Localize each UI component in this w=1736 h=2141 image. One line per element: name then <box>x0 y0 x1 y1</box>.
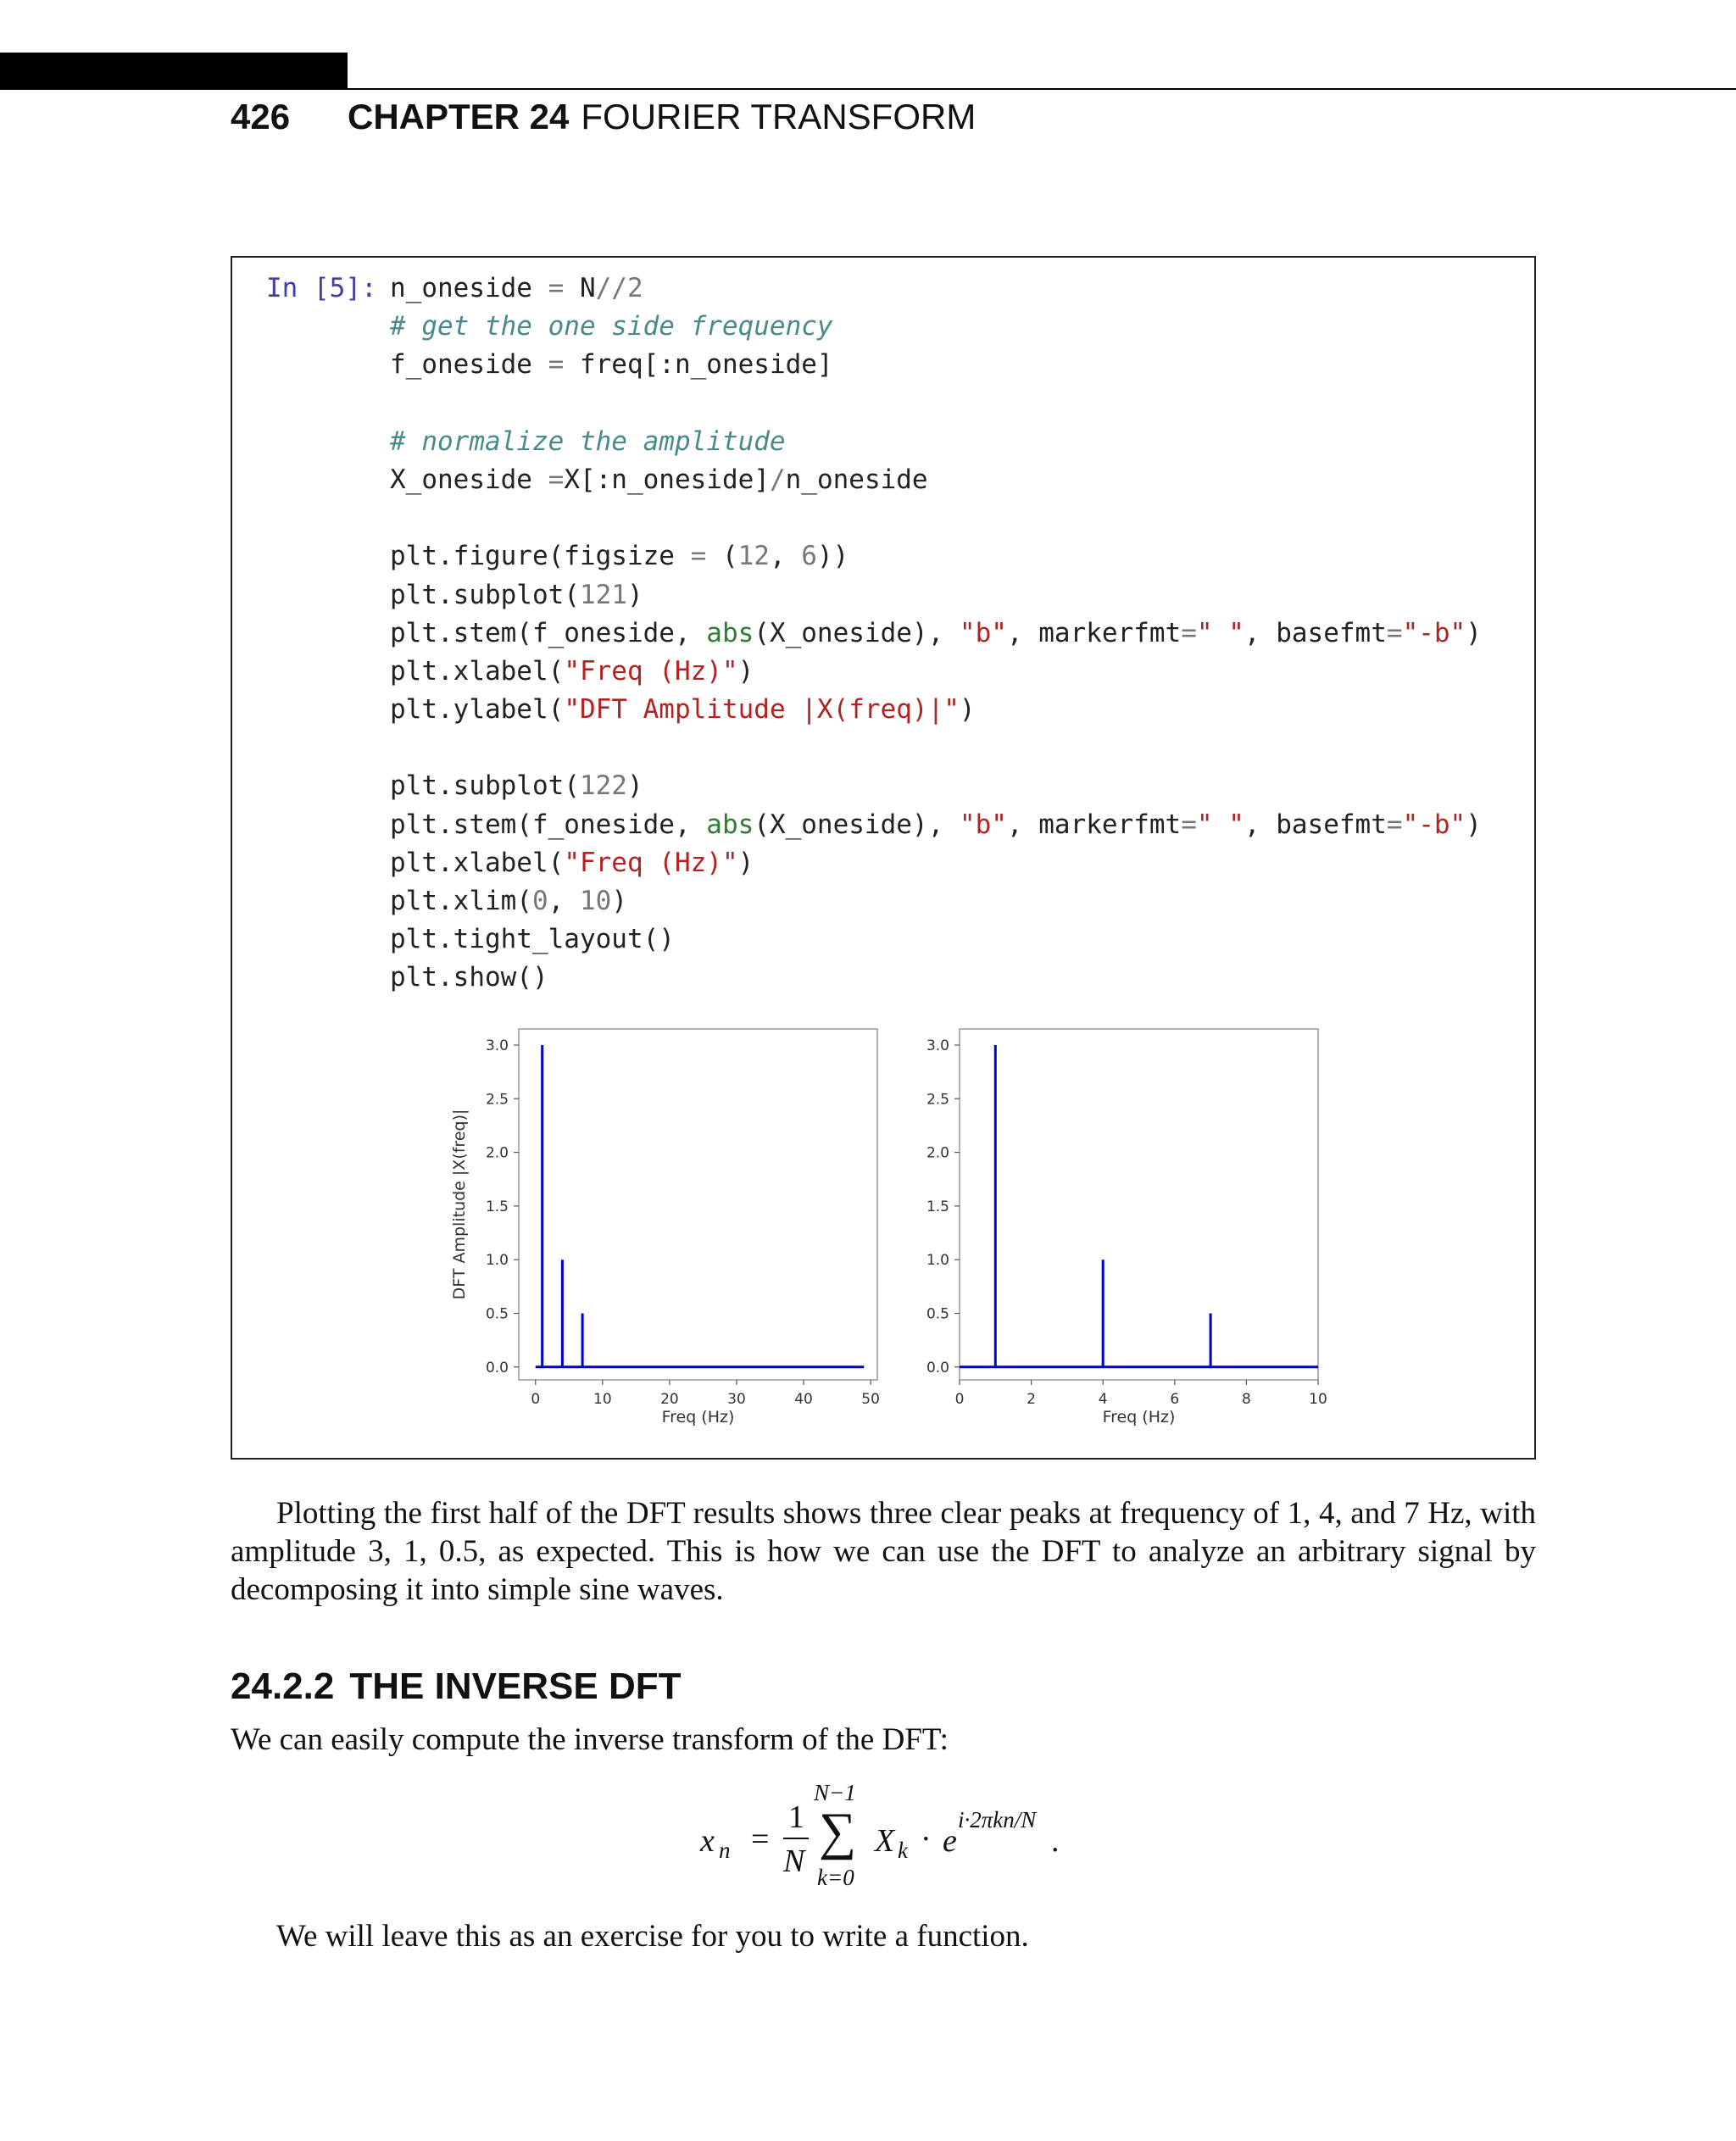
code-token: 121 <box>579 579 627 610</box>
code-token: , basefmt <box>1244 809 1387 840</box>
code-token: abs <box>706 617 754 648</box>
code-line <box>390 959 1482 997</box>
code-token: # normalize the amplitude <box>390 425 786 457</box>
header-black-bar <box>0 53 348 90</box>
code-token: "b" <box>959 809 1007 840</box>
code-token: , <box>548 886 580 916</box>
y-tick-label: 3.0 <box>485 1037 509 1054</box>
eq-sum-lower: k=0 <box>817 1865 854 1890</box>
code-token: , markerfmt <box>1006 809 1182 840</box>
x-tick-label: 0 <box>954 1391 965 1408</box>
code-token: )) <box>816 541 849 572</box>
code-token: 10 <box>579 886 612 916</box>
code-block <box>390 270 1482 998</box>
y-tick-label: 2.0 <box>926 1144 949 1162</box>
code-token: "DFT Amplitude |X(freq)|" <box>564 694 960 726</box>
code-token: # get the one side frequency <box>390 311 833 342</box>
code-token: = <box>1181 617 1197 648</box>
code-line <box>390 576 1482 614</box>
code-token: 2 <box>626 273 643 303</box>
code-token: , markerfmt <box>1006 617 1182 648</box>
x-tick-label: 50 <box>861 1391 880 1408</box>
section-title: THE INVERSE DFT <box>349 1666 682 1707</box>
eq-exponent: i·2πkn/N <box>958 1807 1037 1832</box>
code-line <box>390 767 1482 805</box>
code-token: 6 <box>801 541 817 572</box>
x-axis-label: Freq (Hz) <box>661 1408 735 1426</box>
eq-sum-symbol: ∑ <box>819 1803 857 1860</box>
code-token: plt.subplot( <box>390 770 580 802</box>
eq-lhs-subscript: n <box>719 1838 731 1863</box>
code-token: " " <box>1196 809 1244 840</box>
code-line <box>390 537 1482 576</box>
code-token: "b" <box>959 617 1007 648</box>
y-tick-label: 1.5 <box>485 1198 509 1215</box>
code-token: = <box>548 349 565 381</box>
y-tick-label: 1.5 <box>926 1198 949 1215</box>
code-line <box>390 385 1482 423</box>
plot-frame <box>960 1029 1318 1380</box>
code-token: plt.tight_layout() <box>390 924 675 955</box>
eq-sum-upper: N−1 <box>814 1780 856 1805</box>
code-token: f_oneside <box>390 349 548 381</box>
plot-frame <box>519 1029 877 1380</box>
code-token: // <box>595 273 627 303</box>
code-token: ( <box>706 541 738 572</box>
code-token: plt.stem(f_oneside, <box>390 617 707 648</box>
inverse-dft-equation <box>700 1780 1073 1897</box>
code-token: X_oneside <box>390 464 548 495</box>
x-tick-label: 40 <box>794 1391 813 1408</box>
code-token: freq[:n_oneside] <box>564 349 833 381</box>
code-token: ) <box>737 655 754 687</box>
code-line <box>390 499 1482 537</box>
header-rule <box>348 88 1736 90</box>
code-token: ) <box>1466 617 1482 648</box>
eq-fraction-bar <box>783 1838 809 1839</box>
code-line <box>390 270 1482 308</box>
code-token: 12 <box>737 541 770 572</box>
code-token: 0 <box>531 886 548 916</box>
y-tick-label: 0.5 <box>926 1305 949 1323</box>
code-line <box>390 423 1482 461</box>
chart-zoomed-spectrum <box>882 1024 1327 1448</box>
paragraph-inverse-intro: We can easily compute the inverse transform of the DFT: <box>231 1722 949 1757</box>
eq-equals: = <box>751 1821 770 1857</box>
cell-prompt: In [5]: <box>266 273 377 303</box>
code-token: ) <box>611 886 627 916</box>
code-token: , basefmt <box>1244 617 1387 648</box>
code-token: n_oneside <box>785 464 928 495</box>
code-line <box>390 920 1482 959</box>
eq-denominator: N <box>783 1843 805 1879</box>
eq-dot: · <box>921 1821 932 1857</box>
y-tick-label: 0.0 <box>926 1359 949 1376</box>
running-head <box>231 92 976 142</box>
code-token: (X_oneside), <box>754 809 960 840</box>
x-tick-label: 8 <box>1241 1391 1251 1408</box>
code-token: N <box>564 273 596 303</box>
y-tick-label: 2.5 <box>485 1091 509 1109</box>
y-tick-label: 0.5 <box>485 1305 509 1323</box>
chart-full-spectrum <box>441 1024 882 1448</box>
code-token: ) <box>626 770 643 802</box>
code-line <box>390 729 1482 767</box>
code-token: (X_oneside), <box>754 617 960 648</box>
code-token: plt.subplot( <box>390 579 580 610</box>
y-tick-label: 1.0 <box>926 1252 949 1270</box>
code-token: = <box>548 464 565 495</box>
code-token: plt.show() <box>390 962 548 993</box>
chapter-title: FOURIER TRANSFORM <box>581 97 976 136</box>
code-token: plt.figure(figsize <box>390 541 691 572</box>
code-token: plt.stem(f_oneside, <box>390 809 707 840</box>
code-token: = <box>548 273 565 303</box>
x-tick-label: 4 <box>1098 1391 1108 1408</box>
y-axis-label: DFT Amplitude |X(freq)| <box>450 1109 469 1300</box>
code-line <box>390 614 1482 653</box>
code-token: n_oneside <box>390 273 548 303</box>
code-token: 122 <box>579 770 627 802</box>
code-token: = <box>1181 809 1197 840</box>
section-heading <box>231 1663 682 1710</box>
code-line <box>390 308 1482 346</box>
code-token: "-b" <box>1402 617 1466 648</box>
eq-term: X <box>875 1823 895 1859</box>
y-tick-label: 2.5 <box>926 1091 949 1109</box>
x-tick-label: 6 <box>1170 1391 1180 1408</box>
section-number: 24.2.2 <box>231 1666 335 1707</box>
code-line <box>390 653 1482 691</box>
x-axis-label: Freq (Hz) <box>1102 1408 1176 1426</box>
paragraph-exercise: We will leave this as an exercise for you to write a function. <box>276 1919 1029 1954</box>
code-token: X[:n_oneside] <box>564 464 770 495</box>
x-tick-label: 0 <box>531 1391 541 1408</box>
eq-term-subscript: k <box>898 1838 908 1863</box>
x-tick-label: 2 <box>1027 1391 1037 1408</box>
code-token: "-b" <box>1402 809 1466 840</box>
y-tick-label: 2.0 <box>485 1144 509 1162</box>
page-number: 426 <box>231 97 291 136</box>
y-tick-label: 3.0 <box>926 1037 949 1054</box>
code-line <box>390 844 1482 882</box>
eq-end: . <box>1051 1823 1060 1859</box>
chapter-label: CHAPTER 24 <box>348 97 570 136</box>
code-line <box>390 346 1482 384</box>
eq-lhs: x <box>700 1823 715 1859</box>
code-token: plt.xlabel( <box>390 847 565 878</box>
code-token: ) <box>959 694 976 726</box>
code-token: = <box>690 541 707 572</box>
code-token: "Freq (Hz)" <box>564 847 738 878</box>
y-tick-label: 0.0 <box>485 1359 509 1376</box>
code-token: ) <box>1466 809 1482 840</box>
x-tick-label: 10 <box>593 1391 612 1408</box>
x-tick-label: 20 <box>660 1391 679 1408</box>
code-token: " " <box>1196 617 1244 648</box>
code-token: = <box>1386 617 1403 648</box>
code-token: abs <box>706 809 754 840</box>
code-token: = <box>1386 809 1403 840</box>
code-token: plt.xlabel( <box>390 655 565 687</box>
code-line <box>390 691 1482 729</box>
code-line <box>390 882 1482 920</box>
paragraph-results: Plotting the first half of the DFT results shows three clear peaks at frequency of 1, 4, and 7 Hz, with amplitude 3, 1, 0.5, as expected. This is how we can use the DFT to analyze an arbitrary signal by decomposing it into simple sine waves. <box>231 1496 1536 1607</box>
code-token: "Freq (Hz)" <box>564 655 738 687</box>
code-token: ) <box>737 847 754 878</box>
x-tick-label: 10 <box>1309 1391 1327 1408</box>
code-token: ) <box>626 579 643 610</box>
code-token: plt.ylabel( <box>390 694 565 726</box>
eq-exp-base: e <box>943 1823 957 1859</box>
code-token: , <box>769 541 802 572</box>
x-tick-label: 30 <box>727 1391 746 1408</box>
code-line <box>390 806 1482 844</box>
code-token: plt.xlim( <box>390 886 532 916</box>
code-line <box>390 461 1482 499</box>
eq-numerator: 1 <box>788 1799 804 1835</box>
y-tick-label: 1.0 <box>485 1252 509 1270</box>
code-token: / <box>769 464 786 495</box>
